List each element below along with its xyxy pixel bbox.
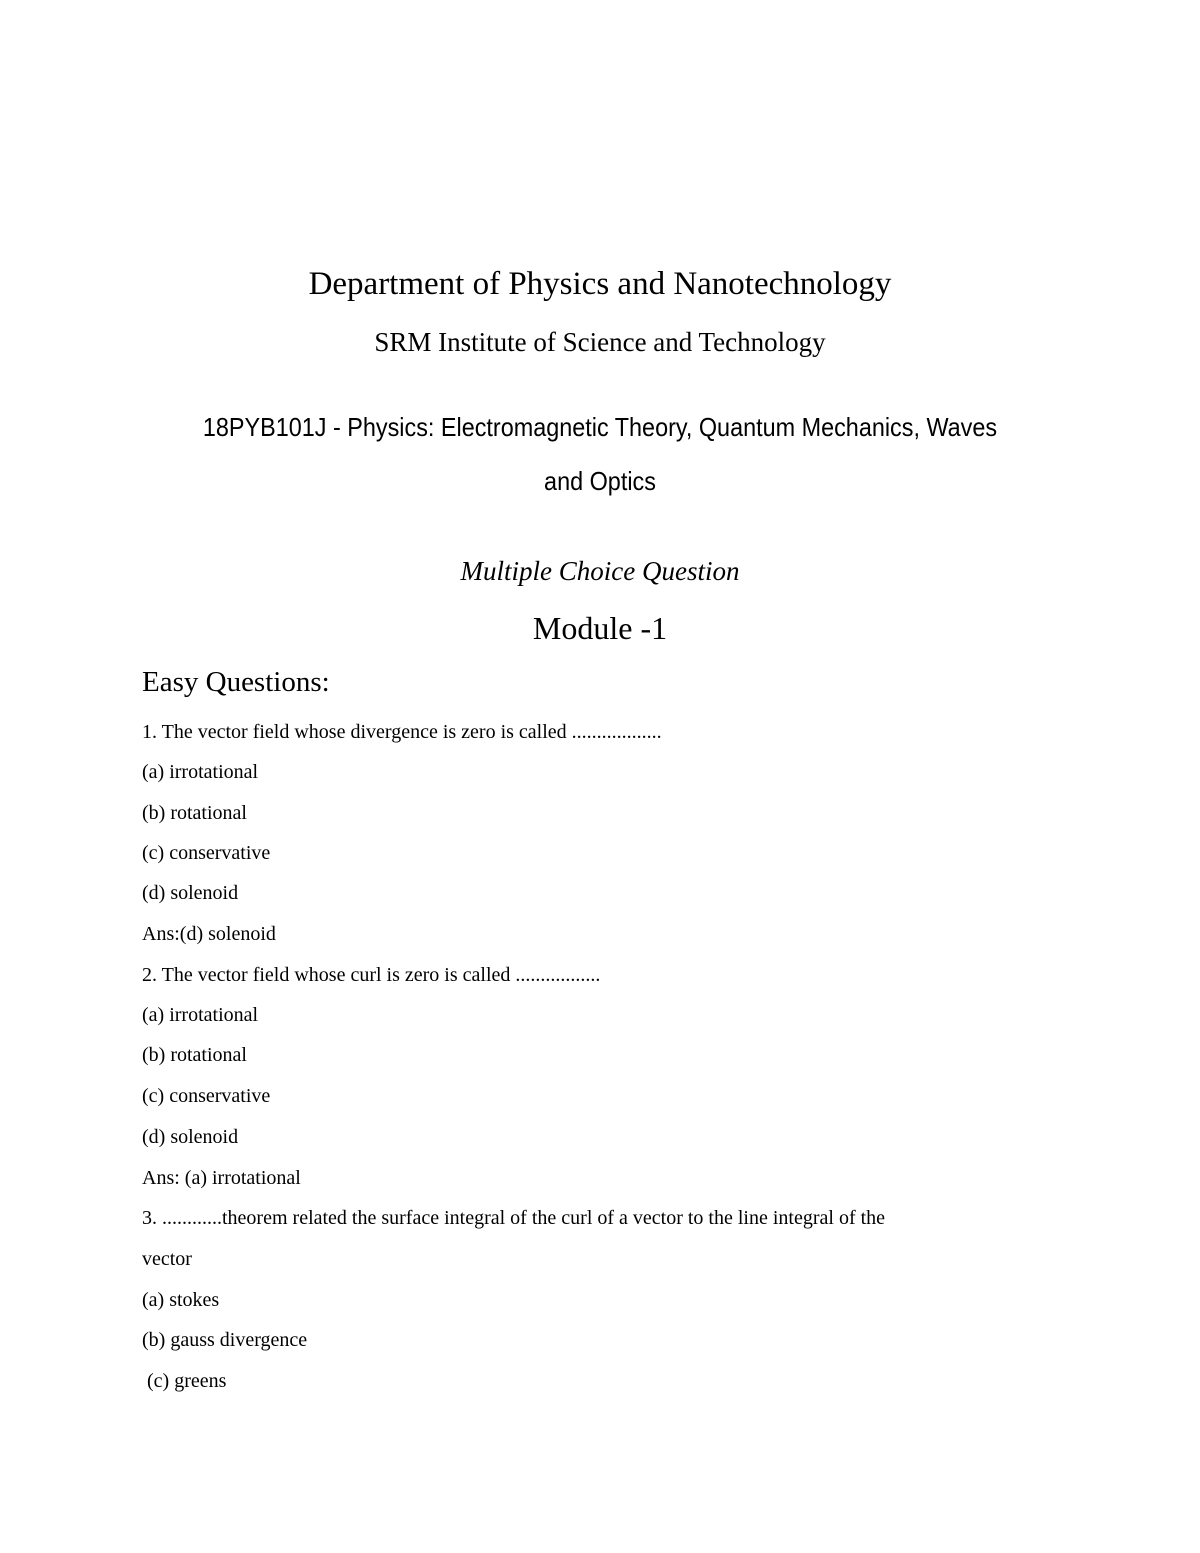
question-3-option-c: (c) greens — [142, 1370, 227, 1392]
department-title: Department of Physics and Nanotechnology — [308, 266, 892, 302]
question-2-option-c: (c) conservative — [142, 1085, 271, 1107]
question-2-answer: Ans: (a) irrotational — [142, 1167, 301, 1189]
question-3-option-b: (b) gauss divergence — [142, 1329, 308, 1351]
question-1-answer: Ans:(d) solenoid — [142, 923, 276, 945]
section-heading: Easy Questions: — [142, 666, 330, 698]
question-1-option-d: (d) solenoid — [142, 882, 239, 904]
question-2-option-a: (a) irrotational — [142, 1004, 259, 1026]
question-1-option-c: (c) conservative — [142, 842, 271, 864]
question-3-text-line-1: 3. ............theorem related the surface integral of the curl of a vector to the line integral of the — [142, 1207, 886, 1229]
question-2-text: 2. The vector field whose curl is zero is called ................. — [142, 964, 601, 986]
module-heading: Module -1 — [532, 610, 668, 646]
question-2-option-b: (b) rotational — [142, 1044, 247, 1066]
course-title-line-1: 18PYB101J - Physics: Electromagnetic Theory, Quantum Mechanics, Waves — [202, 412, 998, 442]
document-type: Multiple Choice Question — [460, 556, 740, 586]
question-2-option-d: (d) solenoid — [142, 1126, 239, 1148]
question-1-option-b: (b) rotational — [142, 802, 247, 824]
question-3-option-a: (a) stokes — [142, 1289, 220, 1311]
course-title-line-2: and Optics — [544, 466, 656, 496]
question-1-option-a: (a) irrotational — [142, 761, 259, 783]
question-1-text: 1. The vector field whose divergence is zero is called .................. — [142, 721, 662, 743]
question-3-text-line-2: vector — [142, 1248, 192, 1270]
institute-name: SRM Institute of Science and Technology — [374, 327, 826, 357]
